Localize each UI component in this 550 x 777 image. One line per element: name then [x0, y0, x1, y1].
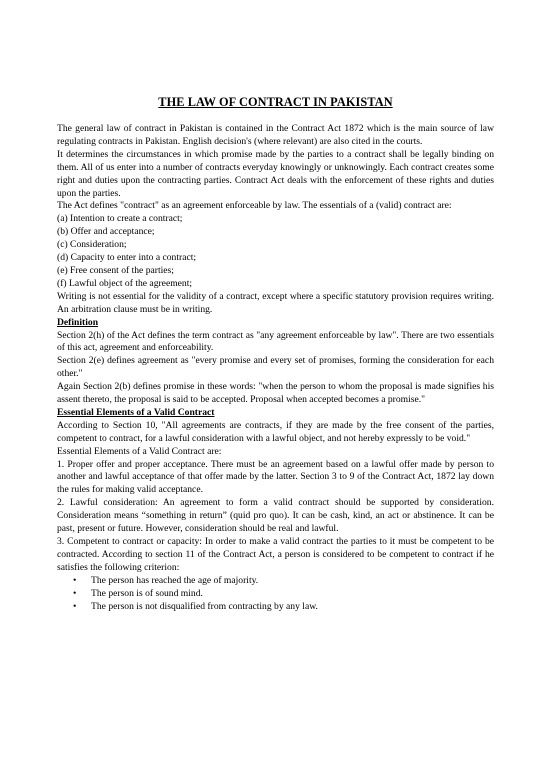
essential-item-e: (e) Free consent of the parties; — [57, 264, 174, 276]
essential-item-f: (f) Lawful object of the agreement; — [57, 277, 193, 289]
section-2h-paragraph: Section 2(h) of the Act defines the term contract as "any agreement enforceable by law". There are two essentials of this act, agreement and enforceability. — [57, 329, 494, 354]
essential-item-b: (b) Offer and acceptance; — [57, 226, 155, 238]
list-item: • The person has reached the age of majority. — [73, 575, 494, 588]
document-title: THE LAW OF CONTRACT IN PAKISTAN — [158, 95, 393, 109]
element-1-paragraph: 1. Proper offer and proper acceptance. There must be an agreement based on a lawful offer made by person to another and lawful acceptance of that offer made by the latter. Section 3 to 9 of the Contract Act, 1872 lay down the rules for making valid acceptance. — [57, 458, 494, 496]
element-3-paragraph: 3. Competent to contract or capacity: In order to make a valid contract the parties to it must be competent to be contracted. According to section 11 of the Contract Act, a person is considered to be competent to contract if he satisfies the following criterion: — [57, 536, 494, 573]
essential-elements-heading: Essential Elements of a Valid Contract — [57, 406, 215, 418]
element-2-paragraph: 2. Lawful consideration: An agreement to form a valid contract should be supported by consideration. Consideration means “something in return” (quid pro quo). It can be cash, kind, an act or abstinence. It can be past, present or future. However, consideration should be real and lawful. — [57, 497, 494, 535]
intro-paragraph: The general law of contract in Pakistan is contained in the Contract Act 1872 which is the main source of law regulating contracts in Pakistan. English decision's (where relevant) are also cited in the courts. — [57, 123, 494, 147]
list-item: • The person is of sound mind. — [73, 588, 494, 601]
section-10-paragraph: According to Section 10, "All agreements are contracts, if they are made by the free consent of the parties, competent to contract, for a lawful consideration with a lawful object, and not hereby expressly to be void." — [57, 419, 494, 444]
binding-paragraph: It determines the circumstances in which promise made by the parties to a contract shall be legally binding on them. All of us enter into a number of contracts everyday knowingly or unknowingly. Each contract creates some right and duties upon the contracting parties. Contract Act deals with the enforcement of these rights and duties upon the parties. — [57, 148, 494, 199]
essential-item-c: (c) Consideration; — [57, 239, 127, 251]
list-item: • The person is not disqualified from contracting by any law. — [73, 601, 494, 614]
competence-criteria-list — [57, 575, 494, 614]
definition-intro-paragraph: The Act defines "contract" as an agreement enforceable by law. The essentials of a (valid) contract are: — [57, 200, 452, 212]
essential-item-d: (d) Capacity to enter into a contract; — [57, 252, 197, 264]
section-2e-paragraph: Section 2(e) defines agreement as "every promise and every set of promises, forming the consideration for each other." — [57, 355, 494, 380]
elements-intro-paragraph: Essential Elements of a Valid Contract are: — [57, 445, 222, 457]
essential-item-a: (a) Intention to create a contract; — [57, 213, 183, 225]
definition-heading: Definition — [57, 316, 99, 328]
writing-paragraph: Writing is not essential for the validity of a contract, except where a specific statutory provision requires writing. An arbitration clause must be in writing. — [57, 290, 494, 315]
section-2b-paragraph: Again Section 2(b) defines promise in these words: "when the person to whom the proposal is made signifies his assent thereto, the proposal is said to be accepted. Proposal when accepted becomes a promise." — [57, 381, 494, 406]
